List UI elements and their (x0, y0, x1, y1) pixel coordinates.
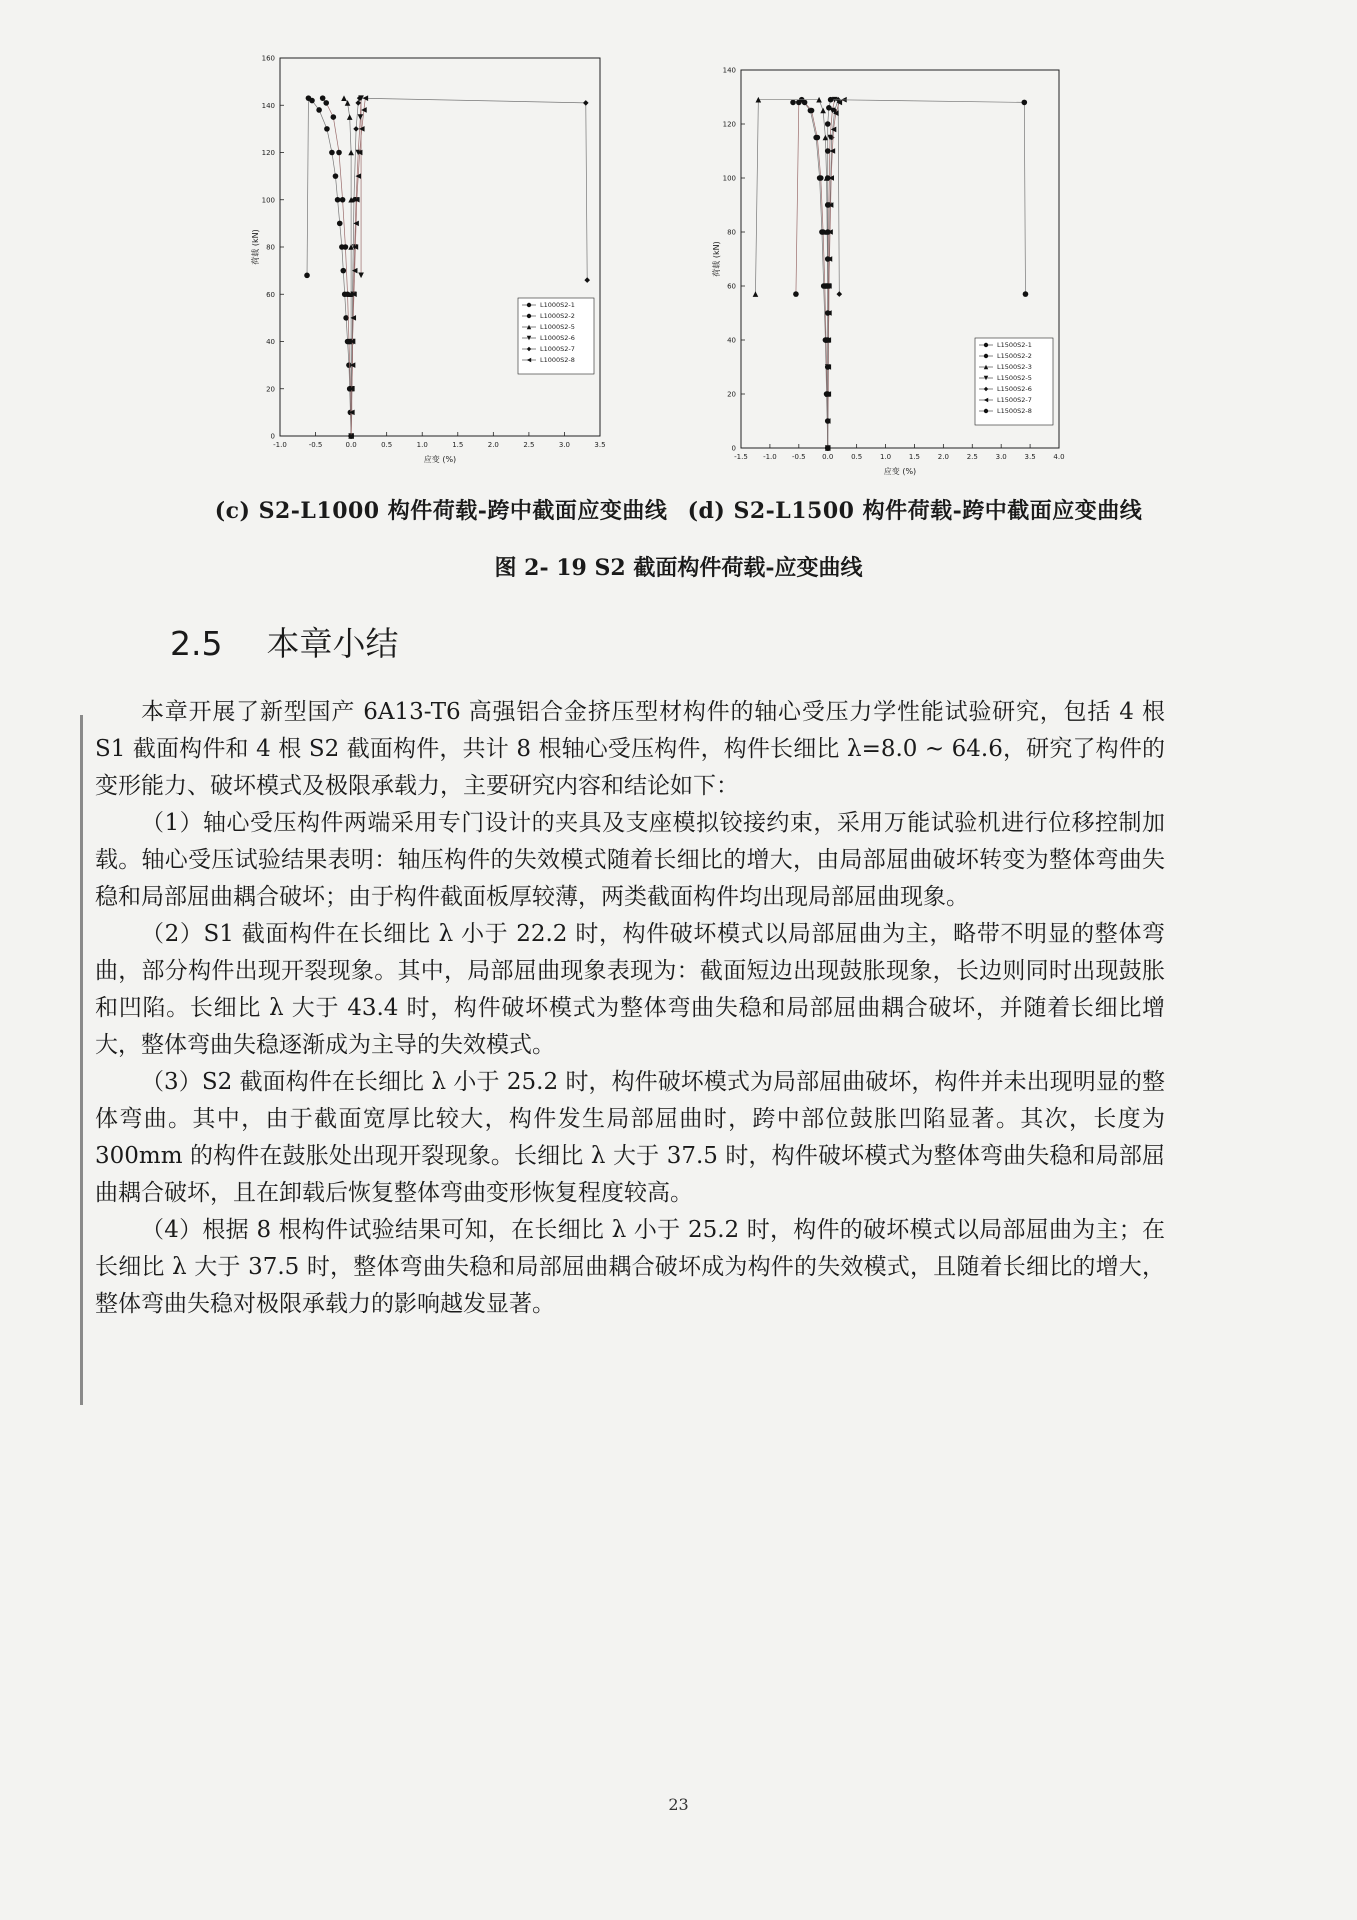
legend-marker (984, 343, 988, 347)
data-point (341, 95, 347, 101)
y-tick-label: 20 (266, 385, 275, 394)
y-tick-label: 100 (261, 196, 275, 205)
section-number: 2.5 (170, 624, 223, 663)
caption-d: (d) S2-L1500 构件荷载-跨中截面应变曲线 (687, 498, 1143, 524)
data-point (329, 150, 335, 156)
caption-c: (c) S2-L1000 构件荷载-跨中截面应变曲线 (214, 498, 668, 524)
legend-entry: L1500S2-2 (997, 352, 1032, 360)
data-point (828, 97, 834, 103)
y-tick-label: 40 (727, 336, 736, 345)
x-tick-label: 1.0 (879, 453, 892, 461)
data-point (584, 277, 590, 283)
page-number: 23 (668, 1795, 689, 1814)
legend-entry: L1500S2-1 (997, 341, 1032, 349)
x-tick-label: 4.0 (1053, 453, 1065, 461)
data-point (825, 364, 831, 370)
data-point (340, 268, 346, 274)
x-axis-label: 应变 (%) (423, 455, 457, 464)
x-tick-label: 3.0 (558, 441, 571, 449)
data-point (306, 95, 312, 101)
legend-entry: L1000S2-8 (540, 356, 575, 364)
data-point (355, 100, 361, 106)
data-point (347, 114, 353, 120)
y-tick-label: 100 (722, 174, 736, 183)
data-point (825, 283, 831, 289)
legend-marker (984, 409, 988, 413)
data-point (790, 100, 796, 106)
data-point (331, 114, 337, 120)
data-point (340, 197, 346, 203)
data-point (304, 273, 310, 279)
y-tick-label: 80 (266, 243, 275, 252)
margin-change-bar (80, 715, 83, 1405)
data-point (335, 197, 341, 203)
x-tick-label: 1.0 (416, 441, 428, 449)
data-point (825, 445, 831, 451)
data-point (825, 391, 831, 397)
data-point (324, 126, 330, 132)
data-point (825, 229, 831, 235)
paragraph-conclusion-1: （1）轴心受压构件两端采用专门设计的夹具及支座模拟铰接约束，采用万能试验机进行位移控制加载。轴心受压试验结果表明：轴压构件的失效模式随着长细比的增大，由局部屈曲破坏转变为整体弯曲失稳和局部屈曲耦合破坏；由于构件截面板厚较薄，两类截面构件均出现局部屈曲现象。 (95, 810, 1165, 910)
data-point (825, 310, 831, 316)
data-point (823, 135, 829, 141)
section-body (95, 694, 1165, 1323)
data-point (820, 108, 826, 114)
y-tick-label: 120 (722, 120, 736, 129)
x-tick-label: -0.5 (791, 453, 806, 461)
legend-marker (984, 354, 988, 358)
data-point (802, 100, 808, 106)
y-tick-label: 20 (727, 390, 736, 399)
legend-entry: L1000S2-2 (540, 312, 575, 320)
data-point (1023, 291, 1029, 297)
legend-marker (527, 314, 531, 318)
data-point (323, 100, 329, 106)
y-tick-label: 60 (266, 290, 275, 299)
paragraph-intro: 本章开展了新型国产 6A13-T6 高强铝合金挤压型材构件的轴心受压力学性能试验研究，包括 4 根 S1 截面构件和 4 根 S2 截面构件，共计 8 根轴心受压构件，构件长细比 λ=8.0 ~ 64.6，研究了构件的变形能力、破坏模式及极限承载力，主要研究内容和结论如下： (95, 699, 1165, 799)
data-point (825, 256, 831, 262)
data-point (333, 173, 339, 179)
x-tick-label: 0.0 (345, 441, 357, 449)
x-tick-label: 1.5 (908, 453, 921, 461)
data-point (818, 175, 824, 181)
data-point (825, 175, 831, 181)
x-tick-label: -1.0 (273, 441, 287, 449)
x-axis-label: 应变 (%) (883, 467, 917, 476)
y-tick-label: 40 (266, 338, 275, 346)
x-tick-label: 3.5 (1024, 453, 1036, 461)
x-tick-label: 2.0 (937, 453, 949, 461)
paragraph-conclusion-4: （4）根据 8 根构件试验结果可知，在长细比 λ 小于 25.2 时，构件的破坏模式以局部屈曲为主；在长细比 λ 大于 37.5 时，整体弯曲失稳和局部屈曲耦合破坏成为构件的失效模式，且随着长细比的增大，整体弯曲失稳对极限承载力的影响越发显著。 (95, 1217, 1165, 1317)
x-tick-label: -1.0 (763, 453, 777, 461)
y-tick-label: 60 (727, 282, 736, 291)
data-point (316, 107, 322, 113)
x-tick-label: 0.0 (822, 453, 834, 461)
paragraph-conclusion-2: （2）S1 截面构件在长细比 λ 小于 22.2 时，构件破坏模式以局部屈曲为主，略带不明显的整体弯曲，部分构件出现开裂现象。其中，局部屈曲现象表现为：截面短边出现鼓胀现象，长边则同时出现鼓胀和凹陷。长细比 λ 大于 43.4 时，构件破坏模式为整体弯曲失稳和局部屈曲耦合破坏，并随着长细比增大，整体弯曲失稳逐渐成为主导的失效模式。 (95, 921, 1165, 1058)
data-point (353, 126, 359, 132)
x-tick-label: 0.5 (851, 453, 863, 461)
y-tick-label: 140 (722, 66, 736, 75)
data-point (358, 273, 364, 279)
legend-entry: L1500S2-6 (997, 385, 1032, 393)
data-point (753, 291, 759, 297)
chart-c-load-strain (240, 40, 610, 480)
data-point (343, 244, 349, 250)
legend-entry: L1000S2-6 (540, 334, 575, 342)
legend-entry: L1500S2-8 (997, 407, 1032, 415)
legend-entry: L1500S2-5 (997, 374, 1032, 382)
y-tick-label: 140 (261, 101, 275, 110)
section-heading (170, 618, 398, 665)
legend-entry: L1000S2-7 (540, 345, 575, 353)
y-tick-label: 80 (727, 228, 736, 237)
data-point (815, 135, 821, 141)
x-tick-label: 3.0 (995, 453, 1007, 461)
x-tick-label: 3.5 (594, 441, 606, 449)
data-point (809, 108, 815, 114)
chart-c-svg (240, 40, 610, 480)
x-tick-label: -0.5 (308, 441, 323, 449)
data-point (825, 418, 831, 424)
legend-marker (527, 303, 531, 307)
y-axis-label: 荷载 (kN) (251, 229, 260, 265)
chart-d-load-strain (705, 60, 1070, 480)
series-line (351, 98, 587, 436)
y-tick-label: 160 (261, 54, 275, 63)
data-point (793, 291, 799, 297)
subfigure-captions (0, 494, 1357, 525)
data-point (826, 105, 832, 111)
plot-frame (280, 58, 600, 436)
series-line (796, 102, 828, 448)
data-point (348, 150, 354, 156)
figure-caption: 图 2- 19 S2 截面构件荷载-应变曲线 (494, 555, 863, 581)
y-tick-label: 0 (731, 444, 736, 453)
data-point (796, 100, 802, 106)
legend-entry: L1000S2-5 (540, 323, 575, 331)
y-tick-label: 0 (270, 432, 275, 441)
data-point (825, 202, 831, 208)
series-line (755, 100, 827, 448)
x-tick-label: 2.0 (487, 441, 499, 449)
legend-entry: L1500S2-7 (997, 396, 1032, 404)
data-point (358, 114, 364, 120)
data-point (583, 100, 589, 106)
x-tick-label: 2.5 (966, 453, 978, 461)
data-point (320, 95, 326, 101)
legend-entry: L1000S2-1 (540, 301, 575, 309)
data-point (336, 150, 342, 156)
x-tick-label: 2.5 (523, 441, 535, 449)
x-tick-label: 0.5 (381, 441, 393, 449)
y-tick-label: 120 (261, 149, 275, 157)
data-point (836, 291, 842, 297)
paragraph-conclusion-3: （3）S2 截面构件在长细比 λ 小于 25.2 时，构件破坏模式为局部屈曲破坏，构件并未出现明显的整体弯曲。其中，由于截面宽厚比较大，构件发生局部屈曲时，跨中部位鼓胀凹陷显著。其次，长度为 300mm 的构件在鼓胀处出现开裂现象。长细比 λ 大于 37.5 时，构件破坏模式为整体弯曲失稳和局部屈曲耦合破坏，且在卸载后恢复整体弯曲变形恢复程度较高。 (95, 1069, 1165, 1206)
data-point (825, 148, 831, 154)
legend-entry: L1500S2-3 (997, 363, 1032, 371)
data-point (825, 121, 831, 127)
series-line (307, 98, 351, 436)
data-point (337, 221, 343, 227)
data-point (825, 337, 831, 343)
x-tick-label: 1.5 (452, 441, 464, 449)
data-point (1022, 100, 1028, 106)
y-axis-label: 荷载 (kN) (712, 241, 721, 277)
series-line (323, 98, 351, 436)
chart-d-svg (705, 60, 1070, 480)
x-tick-label: -1.5 (734, 453, 748, 461)
section-title: 本章小结 (266, 624, 399, 663)
